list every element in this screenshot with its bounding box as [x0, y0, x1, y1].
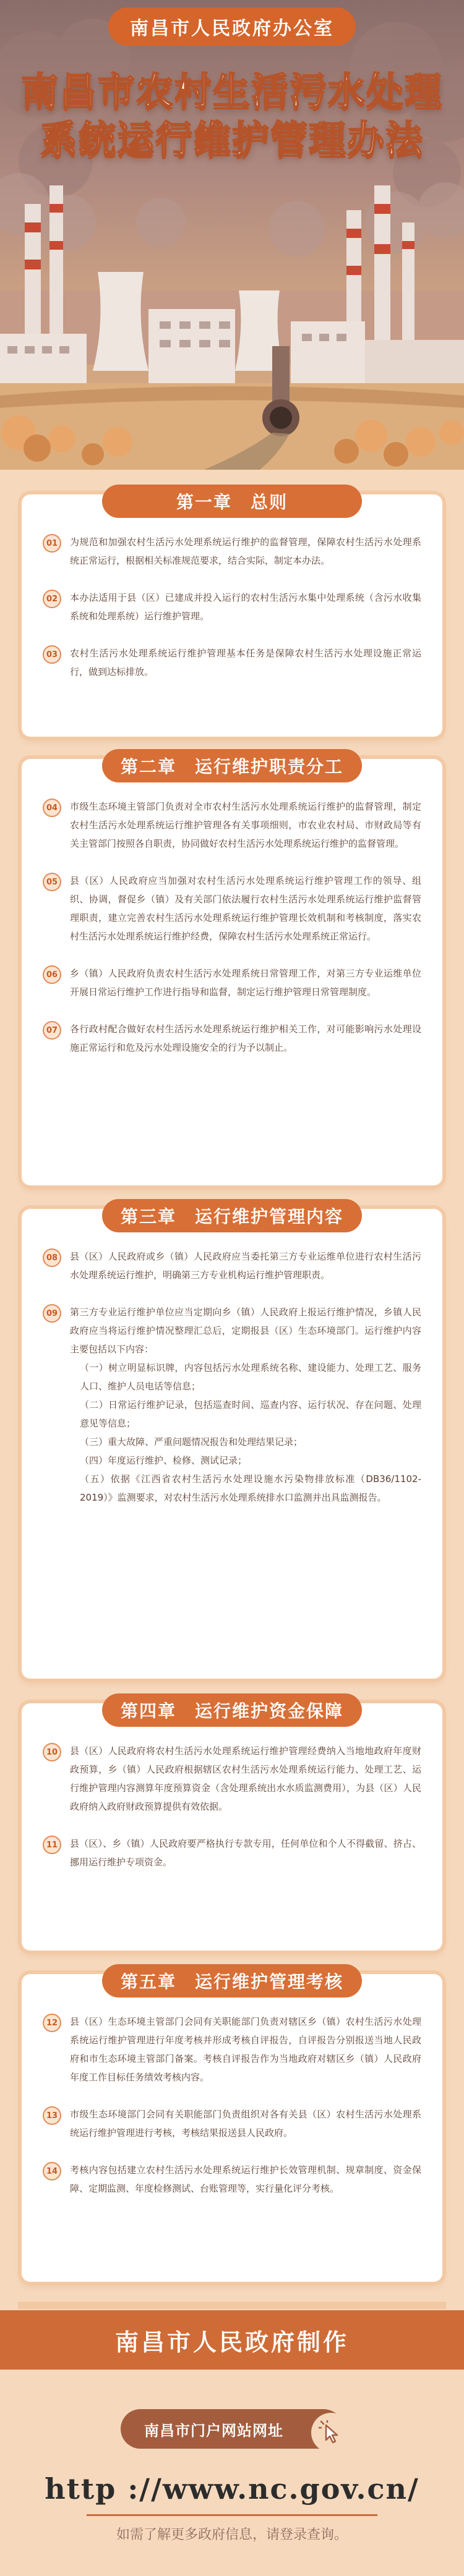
chapter-3-title: 第三章 运行维护管理内容 — [102, 1199, 362, 1232]
article-text: 考核内容包括建立农村生活污水处理系统运行维护长效管理机制、规章制度、资金保障、定期监测、年度检修测试、台账管理等，实行量化评分考核。 — [70, 2164, 421, 2194]
article-number-badge: 03 — [43, 645, 61, 664]
article-text: 本办法适用于县（区）已建成并投入运行的农村生活污水集中处理系统（含污水收集系统和处理系统）运行维护管理。 — [70, 592, 421, 622]
article-13 — [43, 2105, 421, 2142]
article-text: 县（区）人民政府或乡（镇）人民政府应当委托第三方专业运维单位进行农村生活污水处理系统运行维护，明确第三方专业机构运行维护管理职责。 — [70, 1251, 421, 1281]
article-02 — [43, 588, 421, 625]
article-number-badge: 09 — [43, 1304, 61, 1323]
article-text: 为规范和加强农村生活污水处理系统运行维护的监督管理，保障农村生活污水处理系统正常运行，根据相关标准规范要求，结合实际，制定本办法。 — [70, 536, 421, 566]
article-text: 乡（镇）人民政府负责农村生活污水处理系统日常管理工作，对第三方专业运维单位开展日常运行维护工作进行指导和监督，制定运行维护管理日常管理制度。 — [70, 968, 421, 998]
page-title-line-1: 南昌市农村生活污水处理 — [21, 70, 443, 113]
article-number-badge: 07 — [43, 1021, 61, 1040]
article-03 — [43, 644, 421, 681]
article-text: 县（区）人民政府将农村生活污水处理系统运行维护管理经费纳入当地地政府年度财政预算，乡（镇）人民政府根据辖区农村生活污水处理系统运行能力、处理工艺、运行维护管理内容测算年度预算资金（含处理系统出水水质监测费用），为县（区）人民政府纳入政府财政预算提供有效依据。 — [70, 1745, 421, 1812]
chapter-5-card — [22, 1974, 442, 2282]
article-subitem: （一）树立明显标识牌，内容包括污水处理系统名称、建设能力、处理工艺、服务人口、维护人员电话等信息； — [80, 1362, 421, 1392]
article-text: 各行政村配合做好农村生活污水处理系统运行维护相关工作，对可能影响污水处理设施正常运行和危及污水处理设施安全的行为予以制止。 — [70, 1023, 421, 1053]
article-subitem: （五）依据《江西省农村生活污水处理设施水污染物排放标准（DB36/1102-2019）》监测要求，对农村生活污水处理系统排水口监测并出具监测报告。 — [80, 1473, 421, 1503]
chapter-1-card — [22, 494, 442, 737]
chapter-4-title: 第四章 运行维护资金保障 — [102, 1693, 362, 1727]
footer — [0, 2310, 464, 2576]
portal-label: 南昌市门户网站网址 — [144, 2421, 283, 2439]
article-01 — [43, 533, 421, 570]
hero-banner-area — [0, 0, 464, 470]
chapter-2-card — [22, 756, 442, 1185]
article-08 — [43, 1247, 421, 1284]
article-text: 市级生态环境部门会同有关职能部门负责组织对各有关县（区）农村生活污水处理系统运行维护管理进行考核，考核结果报送县人民政府。 — [70, 2109, 421, 2138]
article-number-badge: 05 — [43, 873, 61, 891]
producer-band: 南昌市人民政府制作 — [0, 2310, 464, 2370]
article-subitem: （四）年度运行维护、检修、测试记录； — [80, 1455, 247, 1466]
article-12 — [43, 2012, 421, 2087]
article-number-badge: 11 — [43, 1836, 61, 1854]
article-text: 县（区）生态环境主管部门会同有关职能部门负责对辖区乡（镇）农村生活污水处理系统运行维护管理进行年度考核并形成考核自评报告，自评报告分别报送当地人民政府和市生态环境主管部门备案。考核自评报告作为当地政府对辖区乡（镇）人民政府年度工作目标任务绩效考核内容。 — [70, 2016, 421, 2083]
article-number-badge: 08 — [43, 1248, 61, 1267]
article-subitem: （三）重大故障、严重问题情况报告和处理结果记录； — [80, 1436, 303, 1447]
article-text-block — [70, 1303, 421, 1507]
article-07 — [43, 1020, 421, 1057]
article-number-badge: 01 — [43, 534, 61, 553]
article-number-badge: 10 — [43, 1743, 61, 1761]
article-06 — [43, 964, 421, 1001]
article-text: 第三方专业运行维护单位应当定期向乡（镇）人民政府上报运行维护情况，乡镇人民政府应当将运行维护情况整理汇总后，定期报县（区）生态环境部门。运行维护内容主要包括以下内容： — [70, 1307, 421, 1355]
article-14 — [43, 2161, 421, 2198]
cursor-click-icon — [311, 2413, 351, 2452]
article-10 — [43, 1742, 421, 1816]
article-04 — [43, 797, 421, 853]
article-number-badge: 04 — [43, 799, 61, 817]
article-text: 市级生态环境主管部门负责对全市农村生活污水处理系统运行维护的监督管理，制定农村生活污水处理系统运行维护管理各有关事项细则，市农业农村局、市财政局等有关主管部门按照各自职责，协同做好农村生活污水处理系统运行维护的监督管理。 — [70, 801, 421, 849]
article-09 — [43, 1303, 421, 1507]
page-title-line-2: 系统运行维护管理办法 — [40, 118, 424, 161]
article-number-badge: 12 — [43, 2014, 61, 2032]
chapter-2-title: 第二章 运行维护职责分工 — [102, 749, 362, 782]
article-text: 县（区）、乡（镇）人民政府要严格执行专款专用，任何单位和个人不得截留、挤占、挪用运行维护专项资金。 — [70, 1838, 421, 1868]
article-number-badge: 13 — [43, 2106, 61, 2125]
portal-link-pill[interactable] — [121, 2409, 343, 2449]
article-subitem: （二）日常运行维护记录，包括巡查时间、巡查内容、运行状况、存在问题、处理意见等信息； — [80, 1399, 421, 1429]
chapter-3-card — [22, 1206, 442, 1679]
chapter-5-title: 第五章 运行维护管理考核 — [102, 1964, 362, 1998]
chapter-4-card — [22, 1703, 442, 1951]
article-05 — [43, 871, 421, 946]
portal-url-link[interactable]: http ://www.nc.gov.cn/ — [45, 2472, 419, 2506]
article-number-badge: 06 — [43, 965, 61, 984]
url-underline — [87, 2514, 377, 2516]
office-banner: 南昌市人民政府办公室 — [108, 7, 356, 46]
chapter-1-title: 第一章 总则 — [102, 485, 362, 518]
article-text: 农村生活污水处理系统运行维护管理基本任务是保障农村生活污水处理设施正常运行，做到达标排放。 — [70, 648, 421, 677]
article-number-badge: 02 — [43, 590, 61, 608]
article-number-badge: 14 — [43, 2162, 61, 2180]
article-11 — [43, 1834, 421, 1871]
article-text: 县（区）人民政府应当加强对农村生活污水处理系统运行维护管理工作的领导、组织、协调，督促乡（镇）及有关部门依法履行农村生活污水处理系统运行维护监督管理职责，建立完善农村生活污水处理系统运行维护管理长效机制和考核制度，落实农村生活污水处理系统运行维护经费，保障农村生活污水处理系统正常运行。 — [70, 875, 421, 942]
footer-note: 如需了解更多政府信息，请登录查询。 — [116, 2527, 348, 2543]
